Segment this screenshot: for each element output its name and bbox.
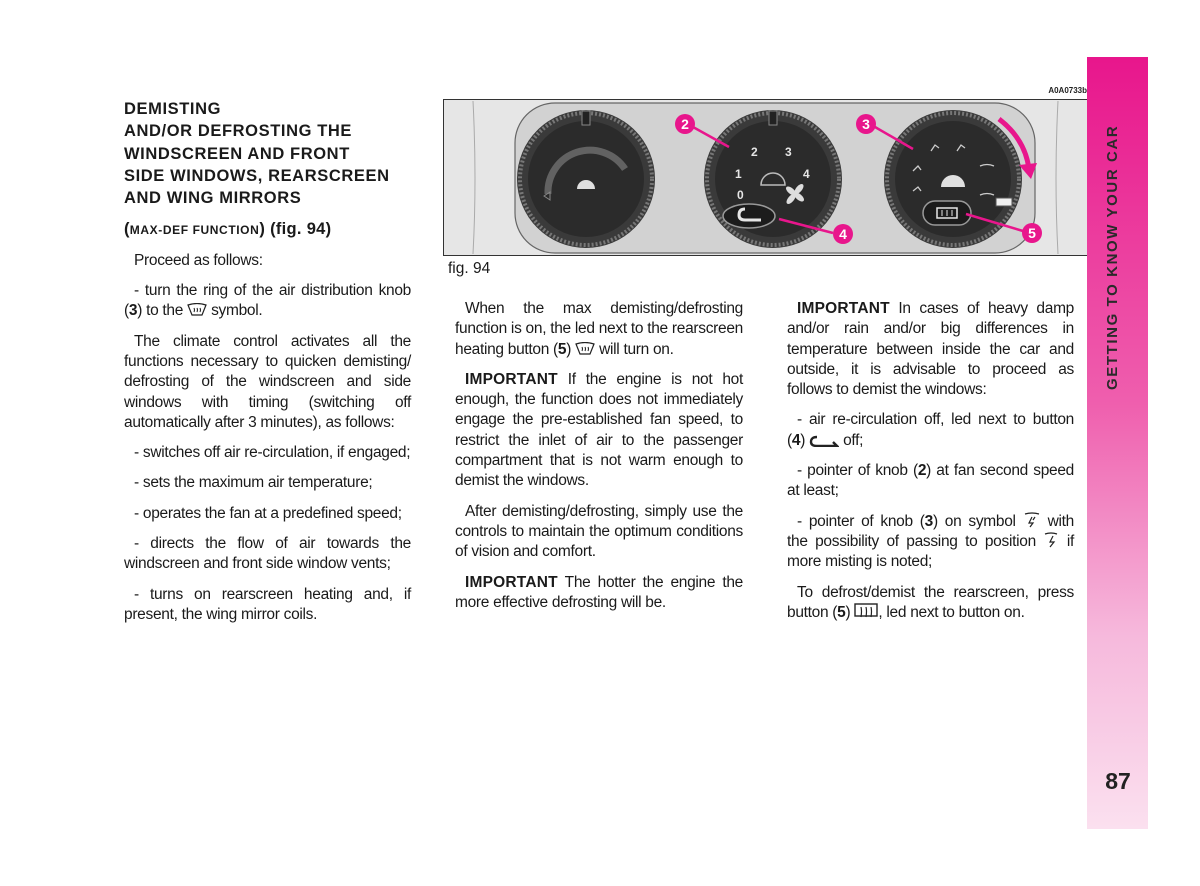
temperature-knob (517, 110, 655, 248)
heading-line: WINDSCREEN AND FRONT (124, 144, 350, 163)
fan-scale-label: 2 (751, 145, 758, 159)
recirculation-icon (809, 435, 839, 447)
svg-text:5: 5 (1028, 225, 1036, 241)
figure-code: A0A0733b (1048, 86, 1087, 95)
list-item: - turns on rearscreen heating and, if present, the wing mirror coils. (124, 585, 411, 623)
svg-text:4: 4 (839, 226, 847, 242)
middle-column (455, 299, 743, 623)
callout-5 (1022, 223, 1042, 243)
fan-scale-label: 0 (737, 188, 744, 202)
heading-line: AND/OR DEFROSTING THE (124, 122, 353, 141)
important-engine-note: IMPORTANT If the engine is not hot enough, the function does not immediately engage the pre-established fan speed, to restrict the inlet of air to the passenger compartment that is not warm enough to demist the windows. (455, 370, 744, 490)
callout-2 (675, 114, 695, 134)
figure-caption: fig. 94 (448, 260, 491, 277)
fan-scale-label: 3 (785, 145, 792, 159)
important-hotter-note: IMPORTANT The hotter the engine the more effective defrosting will be. (455, 573, 743, 611)
proceed-text: Proceed as follows: (134, 251, 263, 269)
list-item: - pointer of knob (2) at fan second speed at least; (787, 462, 1075, 500)
svg-text:2: 2 (681, 116, 689, 132)
important-damp-note: IMPORTANT In cases of heavy damp and/or rain and/or big differences in temperature between inside the car and outside, it is advisable to proceed as follows to demist the windows: (787, 300, 1075, 399)
heading-line: AND WING MIRRORS (124, 189, 302, 208)
air-flow-windscreen-feet-icon (1023, 512, 1041, 528)
list-item: - sets the maximum air temperature; (134, 474, 373, 492)
right-column (787, 299, 1074, 633)
after-defrost-text: After demisting/defrosting, simply use the controls to maintain the optimum conditions of vision and comfort. (455, 502, 743, 561)
list-item: - pointer of knob (3) on symbol with the possibility of passing to position if more misting is noted; (787, 512, 1074, 571)
important-label: IMPORTANT (465, 370, 558, 388)
svg-text:3: 3 (862, 116, 870, 132)
section-heading (124, 98, 411, 209)
climate-control-figure (443, 99, 1089, 256)
list-item: - air re-circulation off, led next to button (4) off; (787, 411, 1074, 449)
air-distribution-knob (884, 110, 1022, 248)
windscreen-defrost-icon (575, 342, 595, 356)
fan-speed-knob (704, 110, 842, 248)
figure-reference: (fig. 94) (270, 220, 332, 239)
rearscreen-instruction: To defrost/demist the rearscreen, press button (5) , led next to button on. (787, 583, 1074, 621)
rear-defrost-icon (854, 603, 878, 619)
list-item: - switches off air re-circulation, if engaged; (134, 444, 411, 462)
heading-line: SIDE WINDOWS, REARSCREEN (124, 166, 390, 185)
function-name: MAX-DEF FUNCTION (129, 223, 260, 238)
important-label: IMPORTANT (465, 573, 558, 591)
recirculation-button (723, 204, 775, 228)
left-column (124, 98, 411, 635)
chapter-title: GETTING TO KNOW YOUR CAR (1104, 124, 1121, 390)
subheading: (MAX-DEF FUNCTION) (fig. 94) (124, 220, 332, 239)
list-item: - operates the fan at a predefined speed; (134, 504, 402, 522)
climate-intro: The climate control activates all the functions necessary to quicken demisting/ defrosting of the windscreen and side windows with timing (switching off automatically after 3 minutes), as follows: (124, 332, 411, 431)
callout-3 (856, 114, 876, 134)
page-number: 87 (1105, 768, 1131, 794)
important-label: IMPORTANT (797, 300, 890, 317)
fan-scale-label: 1 (735, 167, 742, 181)
fan-scale-label: 4 (803, 167, 810, 181)
turn-ring-instruction: - turn the ring of the air distribution knob (3) to the symbol. (124, 282, 411, 320)
list-item: - directs the flow of air towards the windscreen and front side window vents; (124, 535, 411, 573)
air-flow-windscreen-icon (1043, 532, 1059, 548)
heading-line: DEMISTING (124, 100, 222, 118)
max-def-led-text: When the max demisting/defrosting function is on, the led next to the rearscreen heating button (5) will turn on. (455, 300, 743, 358)
callout-4 (833, 224, 853, 244)
windscreen-defrost-icon (187, 303, 207, 317)
